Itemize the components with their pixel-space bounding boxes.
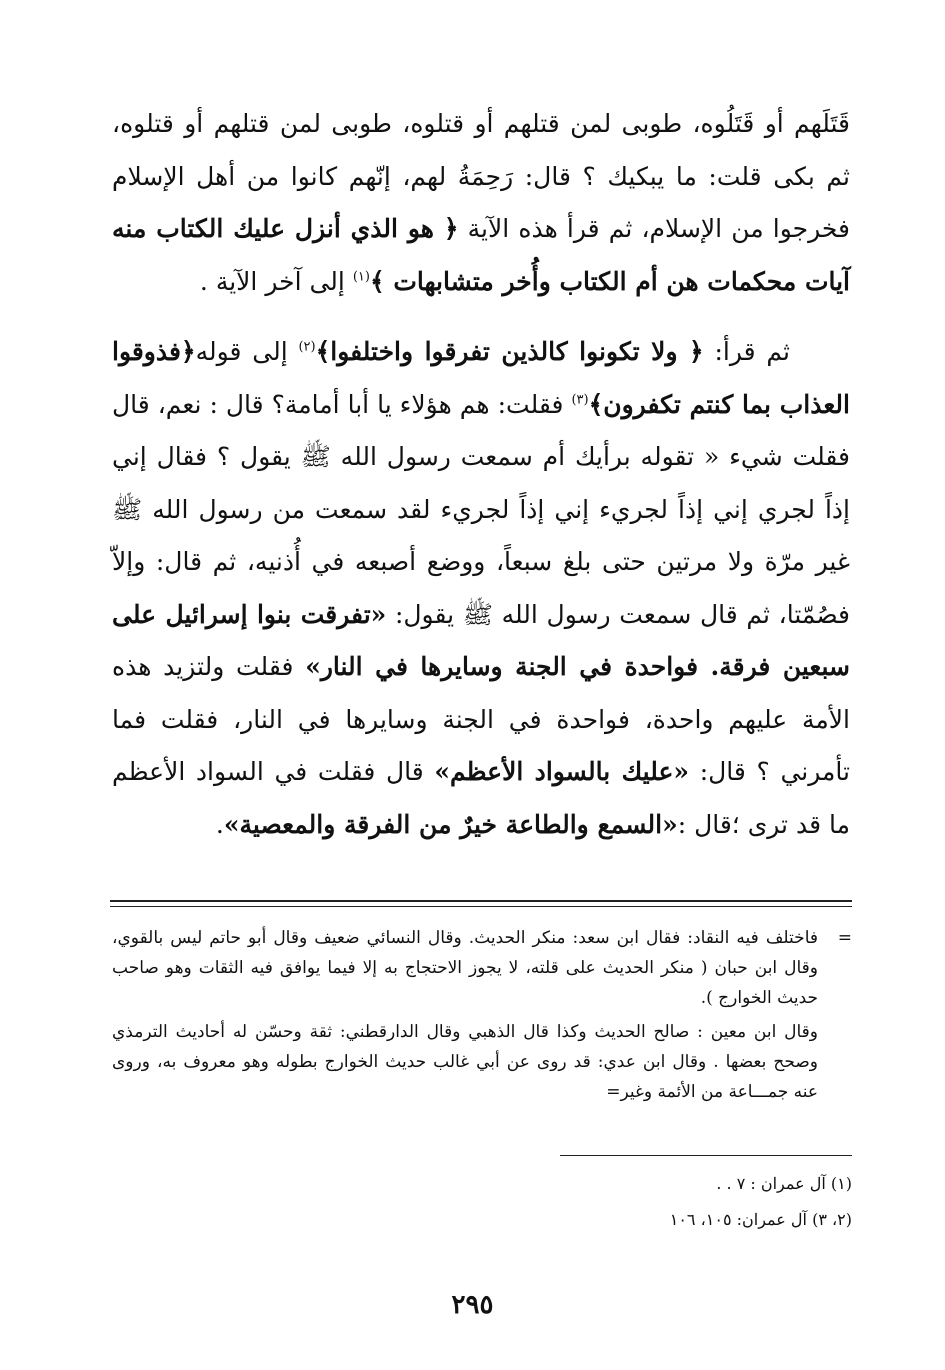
hadith-quote-1: «تفرقت بنوا إسرائيل على سبعين فرقة. فواحدة في الجنة وسايرها في النار» xyxy=(112,599,850,681)
paragraph-2-end: . xyxy=(215,809,224,839)
footnote-continuation xyxy=(112,923,852,1107)
references-rule xyxy=(560,1155,852,1156)
footnote-divider xyxy=(110,900,852,907)
reference-2: (٢، ٣) آل عمران: ١٠٥، ١٠٦ xyxy=(669,1210,852,1229)
paragraph-2-start: ثم قرأ: xyxy=(703,337,790,366)
reference-1: (١) آل عمران : ٧ . . xyxy=(716,1174,852,1193)
footnote-row xyxy=(112,923,852,1107)
paragraph-2-e: قال فقلت في السواد الأعظم ما قد ترى ؛قال : xyxy=(112,757,850,839)
footnote-body xyxy=(112,923,818,1107)
paragraph-1-text: قَتَلَهم أو قَتَلُوه، طوبى لمن قتلهم أو قتلوه، طوبى لمن قتلهم أو قتلوه، ثم بكى قلت: ما يبكيك ؟ قال: رَحِمَةُ لهم، إنّهم كانوا من أهل الإسلام فخرجوا من الإسلام، ثم قرأ هذه الآية xyxy=(112,109,851,243)
page-number: ٢٩٥ xyxy=(451,1290,494,1320)
quran-quote-3: ﴿فذوقوا العذاب بما كنتم تكفرون﴾ xyxy=(112,337,850,419)
quran-quote-2: ﴿ ولا تكونوا كالذين تفرقوا واختلفوا﴾ xyxy=(315,337,704,366)
paragraph-1 xyxy=(112,98,850,308)
hadith-quote-3: «السمع والطاعة خيرٌ من الفرقة والمعصية» xyxy=(223,809,678,839)
continuation-marker: = xyxy=(837,928,852,948)
footnote-paragraph-1: فاختلف فيه النقاد: فقال ابن سعد: منكر الحديث. وقال النسائي ضعيف وقال أبو حاتم ليس بالقوي، وقال ابن حبان ( منكر الحديث على قلته، لا يجوز الاحتجاج به إلا فيما يوافق فيه الثقات وهو صاحب حديث الخوارج ). xyxy=(112,928,818,1008)
paragraph-2-c: فقلت: هم هؤلاء يا أبا أمامة؟ قال : نعم، قال فقلت شيء « تقوله برأيك أم سمعت رسول الله ﷺ يقول ؟ فقال إني إذاً لجري إني إذاً لجريء إني إذاً لجريء لقد سمعت من رسول الله ﷺ غير مرّة ولا مرتين حتى بلغ سبعاً، ووضع أصبعه في أُذنيه، ثم قال: وإلاّ فصُمّتا، ثم قال سمعت رسول الله ﷺ يقول: xyxy=(112,389,850,629)
divider-thin xyxy=(110,906,852,907)
footnote-ref-1: (١) xyxy=(352,269,370,285)
hadith-quote-2: «عليك بالسواد الأعظم» xyxy=(434,757,690,786)
paragraph-1-end: إلى آخر الآية . xyxy=(199,266,353,296)
divider-thick xyxy=(110,900,852,902)
paragraph-2-d: فقلت ولتزيد هذه الأمة عليهم واحدة، فواحدة في الجنة وسايرها في النار، فقلت فما تأمرني ؟ قال: xyxy=(112,652,850,786)
footnote-ref-2: (٢) xyxy=(298,339,316,355)
footnote-ref-3: (٣) xyxy=(571,392,589,408)
paragraph-2 xyxy=(112,326,850,851)
main-text xyxy=(112,98,850,851)
paragraph-2-b: إلى قوله xyxy=(195,337,299,366)
footnote-paragraph-2: وقال ابن معين : صالح الحديث وكذا قال الذهبي وقال الدارقطني: ثقة وحسّن له أحاديث الترمذي وصحح بعضها . وقال ابن عدي: قد روى عن أبي غالب حديث الخوارج بطوله وهو معروف به، وروى عنه جمـــاعة من الأئمة وغير= xyxy=(112,1022,818,1102)
quran-quote-1: ﴿ هو الذي أنزل عليك الكتاب منه آيات محكمات هن أم الكتاب وأُخر متشابهات ﴾ xyxy=(112,214,850,296)
references xyxy=(112,1166,852,1238)
